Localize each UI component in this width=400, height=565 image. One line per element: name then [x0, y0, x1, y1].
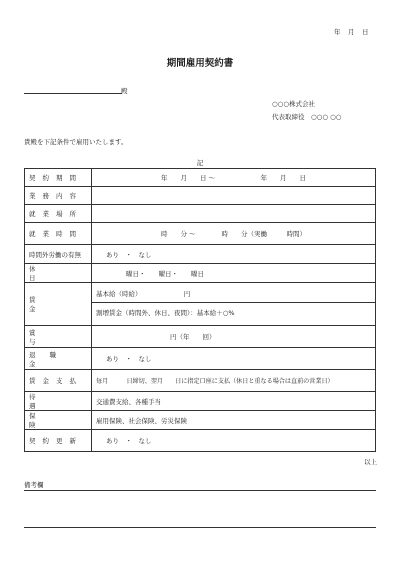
table-row-holidays	[25, 264, 376, 283]
label-overtime: 時間外労働の有無	[29, 250, 81, 259]
row-value	[92, 392, 376, 411]
row-label	[25, 370, 92, 392]
row-label	[25, 205, 92, 223]
row-label	[25, 245, 92, 264]
table-row-overtime	[25, 245, 376, 264]
table-row-job-description	[25, 187, 376, 205]
row-value	[92, 283, 376, 326]
document-date: 年 月 日	[334, 28, 369, 36]
label-contract-period: 契約期間	[29, 174, 83, 182]
table-row-payment	[25, 370, 376, 392]
document-title: 期間雇用契約書	[166, 58, 234, 69]
value-holidays: 曜日・ 曜日・ 曜日	[126, 269, 204, 278]
row-label	[25, 326, 92, 348]
value-contract-period: 年 月 日 ～ 年 月 日	[160, 174, 307, 182]
row-value	[92, 223, 376, 245]
row-label	[25, 392, 92, 411]
value-overtime: あり ・ なし	[106, 250, 152, 259]
table-row-retirement	[25, 348, 376, 370]
label-workplace: 就業場所	[29, 210, 83, 218]
table-row-wages	[25, 283, 376, 326]
row-label	[25, 169, 92, 187]
table-row-treatment	[25, 392, 376, 411]
value-retirement: あり ・ なし	[106, 355, 152, 363]
label-payment: 賃金支払	[29, 377, 83, 385]
value-bonus: 円（年 回）	[170, 333, 216, 341]
value-payment: 毎月 日締切、翌月 日に指定口座に支払（休日と重なる場合は直前の営業日）	[96, 378, 334, 385]
value-wages-base: 基本給（時給） 円	[96, 290, 191, 298]
label-renewal: 契約更新	[29, 437, 83, 445]
row-value	[92, 264, 376, 283]
label-bonus: 賞与	[29, 328, 82, 346]
table-row-renewal	[25, 430, 376, 452]
value-insurance: 雇用保険、社会保険、労災保険	[96, 416, 187, 425]
label-insurance: 保険	[29, 412, 82, 429]
remarks-label: 備考欄	[24, 481, 44, 489]
value-working-hours: 時 分 ～ 時 分（実働 時間）	[160, 230, 307, 238]
ki-heading: 記	[196, 159, 204, 167]
value-renewal: あり ・ なし	[106, 437, 152, 445]
table-row-contract-period	[25, 169, 376, 187]
ijou-text: 以上	[364, 458, 377, 466]
label-holidays: 休日	[29, 265, 82, 282]
table-row-working-hours	[25, 223, 376, 245]
row-label	[25, 411, 92, 430]
contract-terms-table	[24, 168, 376, 452]
row-value	[92, 187, 376, 205]
remarks-bottom-line	[24, 527, 376, 528]
table-row-insurance	[25, 411, 376, 430]
intro-text: 貴殿を下記条件で雇用いたします。	[24, 138, 128, 146]
label-wages: 賃金	[29, 296, 82, 313]
row-label	[25, 430, 92, 452]
recipient-suffix: 殿	[121, 87, 128, 95]
row-label	[25, 264, 92, 283]
value-wages-premium: 割増賃金（時間外、休日、夜間）：基本給＋○%	[96, 309, 235, 317]
row-value	[92, 430, 376, 452]
representative-name: 代表取締役 ○○○ ○○	[272, 113, 342, 121]
row-value	[92, 411, 376, 430]
table-row-bonus	[25, 326, 376, 348]
row-value	[92, 348, 376, 370]
row-label	[25, 187, 92, 205]
row-value	[92, 370, 376, 392]
row-value	[92, 169, 376, 187]
label-working-hours: 就業時間	[29, 230, 83, 238]
row-value	[92, 326, 376, 348]
row-value	[92, 245, 376, 264]
value-treatment: 交通費支給、各種手当	[96, 397, 161, 406]
label-retirement: 退職金	[29, 350, 70, 368]
row-label	[25, 283, 92, 326]
label-treatment: 待遇	[29, 393, 82, 410]
row-label	[25, 223, 92, 245]
label-job-description: 業務内容	[29, 192, 83, 200]
row-value	[92, 205, 376, 223]
row-label	[25, 348, 92, 370]
recipient-name-line	[24, 93, 122, 94]
table-row-workplace	[25, 205, 376, 223]
remarks-underline	[24, 490, 376, 491]
company-name: ○○○株式会社	[272, 100, 316, 108]
